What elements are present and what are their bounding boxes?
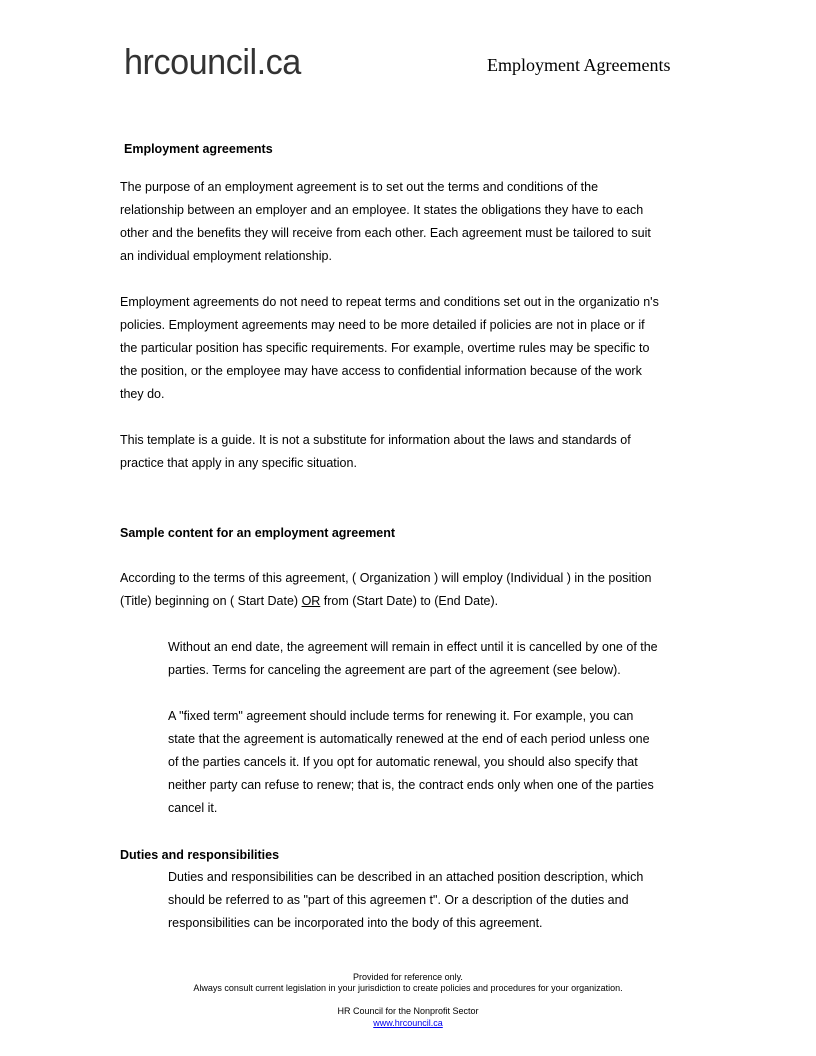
text-line: other and the benefits they will receive from each other. Each agreement must be tailored to suit: [120, 226, 651, 240]
text-line: relationship between an employer and an employee. It states the obligations they have to each: [120, 203, 644, 217]
text-line: should be referred to as "part of this agreemen t". Or a description of the duties and: [168, 893, 629, 907]
indented-paragraph-duties: [168, 866, 643, 935]
text-segment: (Title) beginning on ( Start Date): [120, 594, 302, 608]
text-line: cancel it.: [168, 801, 218, 815]
text-line: the particular position has specific requirements. For example, overtime rules may be specific to: [120, 341, 650, 355]
text-line: of the parties cancels it. If you opt for automatic renewal, you should also specify that: [168, 755, 638, 769]
section-heading-employment-agreements: Employment agreements: [124, 142, 273, 156]
text-line: Employment agreements do not need to repeat terms and conditions set out in the organizatio n's: [120, 295, 659, 309]
indented-paragraph-fixed-term: [168, 705, 654, 820]
section-heading-sample-content: Sample content for an employment agreement: [120, 526, 396, 540]
text-line: This template is a guide. It is not a substitute for information about the laws and standards of: [120, 433, 631, 447]
website-link[interactable]: www.hrcouncil.ca: [373, 1018, 443, 1028]
text-line: neither party can refuse to renew; that is, the contract ends only when one of the parties: [168, 778, 654, 792]
text-line: Without an end date, the agreement will remain in effect until it is cancelled by one of the: [168, 640, 658, 654]
text-line: practice that apply in any specific situation.: [120, 456, 357, 470]
text-line: According to the terms of this agreement, ( Organization ) will employ (Individual ) in the position: [120, 571, 652, 585]
text-line: responsibilities can be incorporated into the body of this agreement.: [168, 916, 543, 930]
footer-organization: HR Council for the Nonprofit Sector: [337, 1006, 479, 1016]
text-line: A "fixed term" agreement should include terms for renewing it. For example, you can: [168, 709, 634, 723]
text-line: they do.: [120, 387, 165, 401]
footer-reference-note: Provided for reference only.: [353, 972, 463, 982]
section-heading-duties: Duties and responsibilities: [120, 848, 280, 862]
text-line: Duties and responsibilities can be described in an attached position description, which: [168, 870, 644, 884]
document-title: Employment Agreements: [487, 55, 671, 75]
paragraph-purpose: [120, 176, 651, 268]
footer-link-wrapper: [0, 1018, 816, 1029]
paragraph-policies: [120, 291, 659, 406]
text-line: the position, or the employee may have access to confidential information because of the work: [120, 364, 642, 378]
text-line: policies. Employment agreements may need to be more detailed if policies are not in place or if: [120, 318, 645, 332]
text-line: state that the agreement is automatically renewed at the end of each period unless one: [168, 732, 650, 746]
indented-paragraph-no-end-date: [168, 636, 658, 682]
or-underlined: OR: [301, 594, 321, 608]
text-line: The purpose of an employment agreement is to set out the terms and conditions of the: [120, 180, 599, 194]
paragraph-template-guide: [120, 429, 631, 475]
paragraph-intro: [120, 567, 652, 613]
text-segment: from (Start Date) to (End Date).: [320, 594, 499, 608]
text-line: parties. Terms for canceling the agreement are part of the agreement (see below).: [168, 663, 621, 677]
hrcouncil-logo: hrcouncil.ca: [124, 41, 301, 82]
text-line: an individual employment relationship.: [120, 249, 332, 263]
footer-legislation-note: Always consult current legislation in your jurisdiction to create policies and procedures for your organization.: [193, 983, 623, 993]
text-line: [120, 590, 652, 613]
